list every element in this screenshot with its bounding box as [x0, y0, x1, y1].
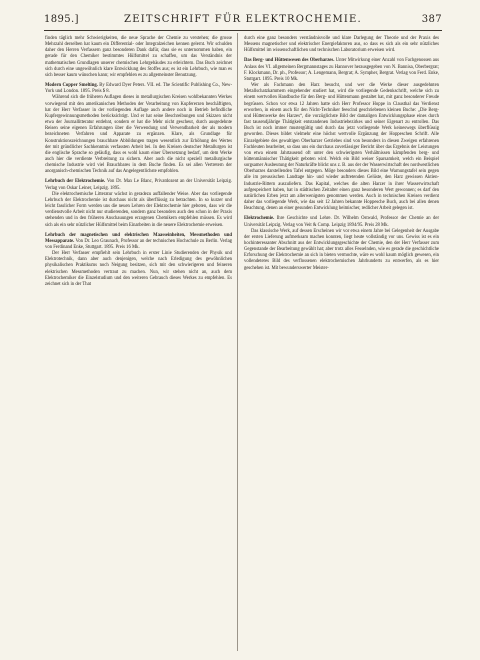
review-heading: [244, 58, 439, 83]
review-paragraph: Der Herr Verfasser empfiehlt sein Lehrbuch in erster Linie Studierenden der Physik und Elektrotechnik, dann aber auch denjenigen, welche nach Erledigung des gewöhnlichen physikalischen Praktikums noch Neigung besitzen, sich mit den schwierigeren und feineren elektrischen Messmethoden vertraut zu machen. Nun, wir stehen nicht an, auch dem Elektrochemiker die Einzelstudium und den weiteren Gebrauch dieses Werkes zu empfehlen. Es zeichnet sich in der That: [45, 251, 232, 287]
header-rule: [44, 30, 442, 31]
review-entry: [45, 83, 232, 175]
review-entry: [45, 233, 232, 288]
review-citation: Unter Mitwirkung einer Anzahl von Fachgenossen aus Anlass des VI. allgemeinen Bergmannstages zu Hannover herausgegeben von N. Bannisa, Oberbergrat; F. Klockmann, Dr. ph., Professor; A. Lengemann, Bergrat; A. Sympher, Bergrat. Verlag von Ferd. Enke, Stuttgart. 1895. Preis 10 Mk.: [244, 58, 439, 82]
review-heading: [45, 179, 232, 191]
page-number: 387: [421, 14, 442, 25]
review-paragraph: Das klassische Werk, auf dessen Erscheinen wir vor etwa einem Jahre bei Gelegenheit der Ausgabe der ersten Lieferung aufmerksam machen konnten, liegt heute vollständig vor uns. Gewiss ist es ein hochinteressanter Abschnitt aus der Entwicklungsgeschichte der Chemie, den der Herr Verfasser zum Gegenstande der Bearbeitung gewählt hat; aber trotz alles Fesselnden, wie es gerade die geschichtliche Erforschung der Elektrochemie an sich in bieten vermochte, wäre es wohl kaum möglich gewesen, ein vollendeteres Bild des verflossenen elektrochemischen Jahrhunderts zu entwerfen, als es hier geschehen ist. Mit bewunderswerter Meister-: [244, 228, 439, 271]
review-heading: [244, 216, 439, 228]
review-title: Das Berg- und Hüttenwesen des Oberharzes.: [244, 58, 335, 64]
review-citation: By Edward Dyer Peters. VII. ed. The Scientific Publishing Co., New-York und London. 1895. Preis $ 8.: [45, 83, 233, 95]
review-entry: [45, 179, 232, 228]
continued-text: finden täglich mehr Schwierigkeiten, die neue Sprache der Chemie zu verstehen; die grosse Mehrzahl derselben hat kaum ein Differential- oder Integralzeichen kennen gelernt. Wir schulden daher den Herren Verfassern ganz besonderen Dank dafür, dass sie es unternommen haben, ein gerade für den Chemiker bestimmtes Hülfsmittel zu schaffen, um das Verständnis der mathematischen Grundlagen unserer chemischen Lehrgebäudes zu erleichtern. Das Buch zeichnet sich durch eine ungewöhnlich klare Entwicklung des Stoffes aus; es ist ein Lehrbuch, wie man es sich besser kaum wünschen kann; wir empfehlen es zu allgemeinster Benutzung.: [45, 36, 232, 78]
journal-title: ZEITSCHRIFT FÜR ELEKTROCHEMIE.: [124, 14, 362, 25]
review-citation: Ihre Geschichte und Lehre. Dr. Wilhelm Ostwald, Professor der Chemie an der Universität Leipzig. Verlag von Veit & Comp. Leipzig 1894/95. Preis 28 Mk.: [244, 216, 440, 228]
review-title: Lehrbuch der Elektrochemie.: [45, 179, 106, 185]
review-heading: [45, 83, 232, 95]
review-paragraph: Wer als Fachmann den Harz besucht, und wer die Werke dieser ausgedehnten Metallschatzkammern eingehender studiert hat, wird die vorliegende Gedenkschrift, welche sich zu einem wertvollen Handbuche für den Berg- und Hüttenmann gestaltet hat, mit ganz besonderer Freude begrüssen. Schon vor etwa 12 Jahren hatte sich Herr Professor Hoppe in Clausthal das Verdienst erworben, in einem auch für den Nicht-Techniker feesclnd geschriebenen kleinen Buche: „Die Berg- und Hüttenwerke des Harzes“, die vorzüglichste Bild der damaligen Entwicklungsphase eines durch fast tausendjährige Thätigkeit entstandenen Industriebezirkes und seiner Eigenart zu entrollen. Das Buch ist noch immer mustergültig und durch das jetzt vorliegende Werk keineswegs überflüssig geworden. Dieses bildet vielmehr eine höchst wertvolle Ergänzung der Hoppeschen Schrift. Alle Einzelgebiete des gewaltigen Oberharzer Getriebes sind von besonders in diesen Zweigen erfahrenen Fachleuten bearbeitet, so dass uns ein durchaus zuverlässiger Bericht über das Ergebnis der Leistungen von etwa einem Jahrtausend oft unter den schwierigsten Verhältnissen kämpfenden berg- und hüttenmännischer Thätigkeit geboten wird. Welch ein Bild weiser Sparsamkeit, welch ein Beispiel sorgsamer Ausbeutung der Naturkräfte blickt uns z. B. aus der der Wasserwirtschaft des nordwestlichen Oberharzes darstellenden Tafel entgegen. Möge besonders dieses Bild eine Warnungstafel sein gegen alle im preussischen Landtage hin- und wieder auftretenden Gelüste, den Harz gewissen Aktien-Industrie-Rittern auszuliefern. Das Kapital, welches die alten Harzer in ihrer Wasserwirtschaft aufgespeichert haben, hat in städtischen Zeitalter einen ganz besonderen Wert gewonnen; es darf den natürlichen Erben jetzt am allerwenigsten genommen werden. Auch in technischen Kreisen verdient daher das vorliegende Werk, wie das seit 12 Jahren bekannte Hoppesche Buch, auch bei allen denen Beachtung, denen an einer gesunden Entwicklung heimischer, redlicher Arbeit gelegen ist.: [244, 83, 439, 212]
review-paragraph: Während sich die früheren Auflagen dieses in metallurgischen Kreisen wohlbekannten Werkes vorwiegend mit den amerikanischen Methoden der Verarbeitung von Kupfererzen beschäftigten, hat der Herr Verfasser in der vorliegenden Auflage auch andere noch in Betrieb befindliche Kupfergewinnungsmethoden berücksichtigt. Und er hat seine Beschreibungen und Skizzen nicht etwa der Journallitteratur entlehnt, sondern er hat die Mehr nicht gescheut, durch ausgedehnte Reisen seine eigenen Erfahrungen über die Verwendung und Verwendbarkeit der als modern bezeichneten Verfahren und Apparate zu ergänzen. Klare, als Grundlage für Konstruktionszeichnungen brauchbare Abbildungen tragen wesentlich zur Erhöhung des Wertes der mit gründlicher Sachkenntnis verfassten Arbeit bei. In den Kreisen deutscher Metallurgen ist die englische Sprache so geläufig, dass es wohl kaum einer Übersetzung bedarf, um dem Werke auch hier die verdiente Verbreitung zu sichern. Aber auch die nicht speziell metallurgische chemische Industrie wird viel Brauchbares in dem Buche finden. Es sei allen Vertretern der anorganisch-chemischen Technik auf das Angelegentlichste empfohlen.: [45, 95, 232, 175]
review-heading: [45, 233, 232, 251]
header-year: 1895.]: [44, 14, 79, 25]
review-title: Elektrochemie.: [244, 216, 275, 222]
right-column: [244, 36, 439, 272]
left-column: [45, 36, 232, 288]
continued-text: durch eine ganz besonders verständnisvolle und klare Darlegung der Theorie und der Praxis des Messens magnetischer und elektrischer Energiefaktoren aus, so dass es sich als ein sehr nützliches Hülfsmittel im wissenschaftlichen und technischen Laboratorium erweisen wird.: [244, 36, 439, 54]
review-title: Modern Copper Smelting.: [45, 83, 98, 89]
review-title: Lehrbuch der magnetischen und elektrischen Maasseinheiten, Messmethoden und Messapparate.: [45, 232, 232, 244]
review-paragraph: Die elektrochemische Litteratur wächst in geradezu auffallender Weise. Aber das vorliegende Lehrbuch der Elektrochemie ist durchaus nicht als überflüssig zu betrachten. In so kurzer und leicht fasslicher Form werden uns die neuen Lehren der Elektrochemie hier geboten, dass wir die verdienstvolle Arbeit nicht nur studierenden, sondern ganz besonders auch den schon in der Praxis stehenden und in den früheren Anschauungen erzogenen Chemikern empfehlen müssen. Es wird sich als ein sehr nützlicher Hülfsmittel beim Einarbeiten in die neuere Elektrochemie erweisen.: [45, 191, 232, 228]
review-citation: Von Dr. Max Le Blanc, Privatdozent an der Universität Leipzig. Verlag von Oskar Leiner, Leipzig. 1895.: [45, 179, 232, 191]
review-entry: [244, 58, 439, 212]
column-divider: [237, 33, 238, 651]
running-header: [44, 14, 442, 30]
review-citation: Von Dr. Leo Graunach, Professor an der technischen Hochschule zu Berlin. Verlag von Ferdinand Enke, Stuttgart. 1895. Preis 16 Mk.: [45, 238, 232, 250]
review-entry: [244, 216, 439, 271]
